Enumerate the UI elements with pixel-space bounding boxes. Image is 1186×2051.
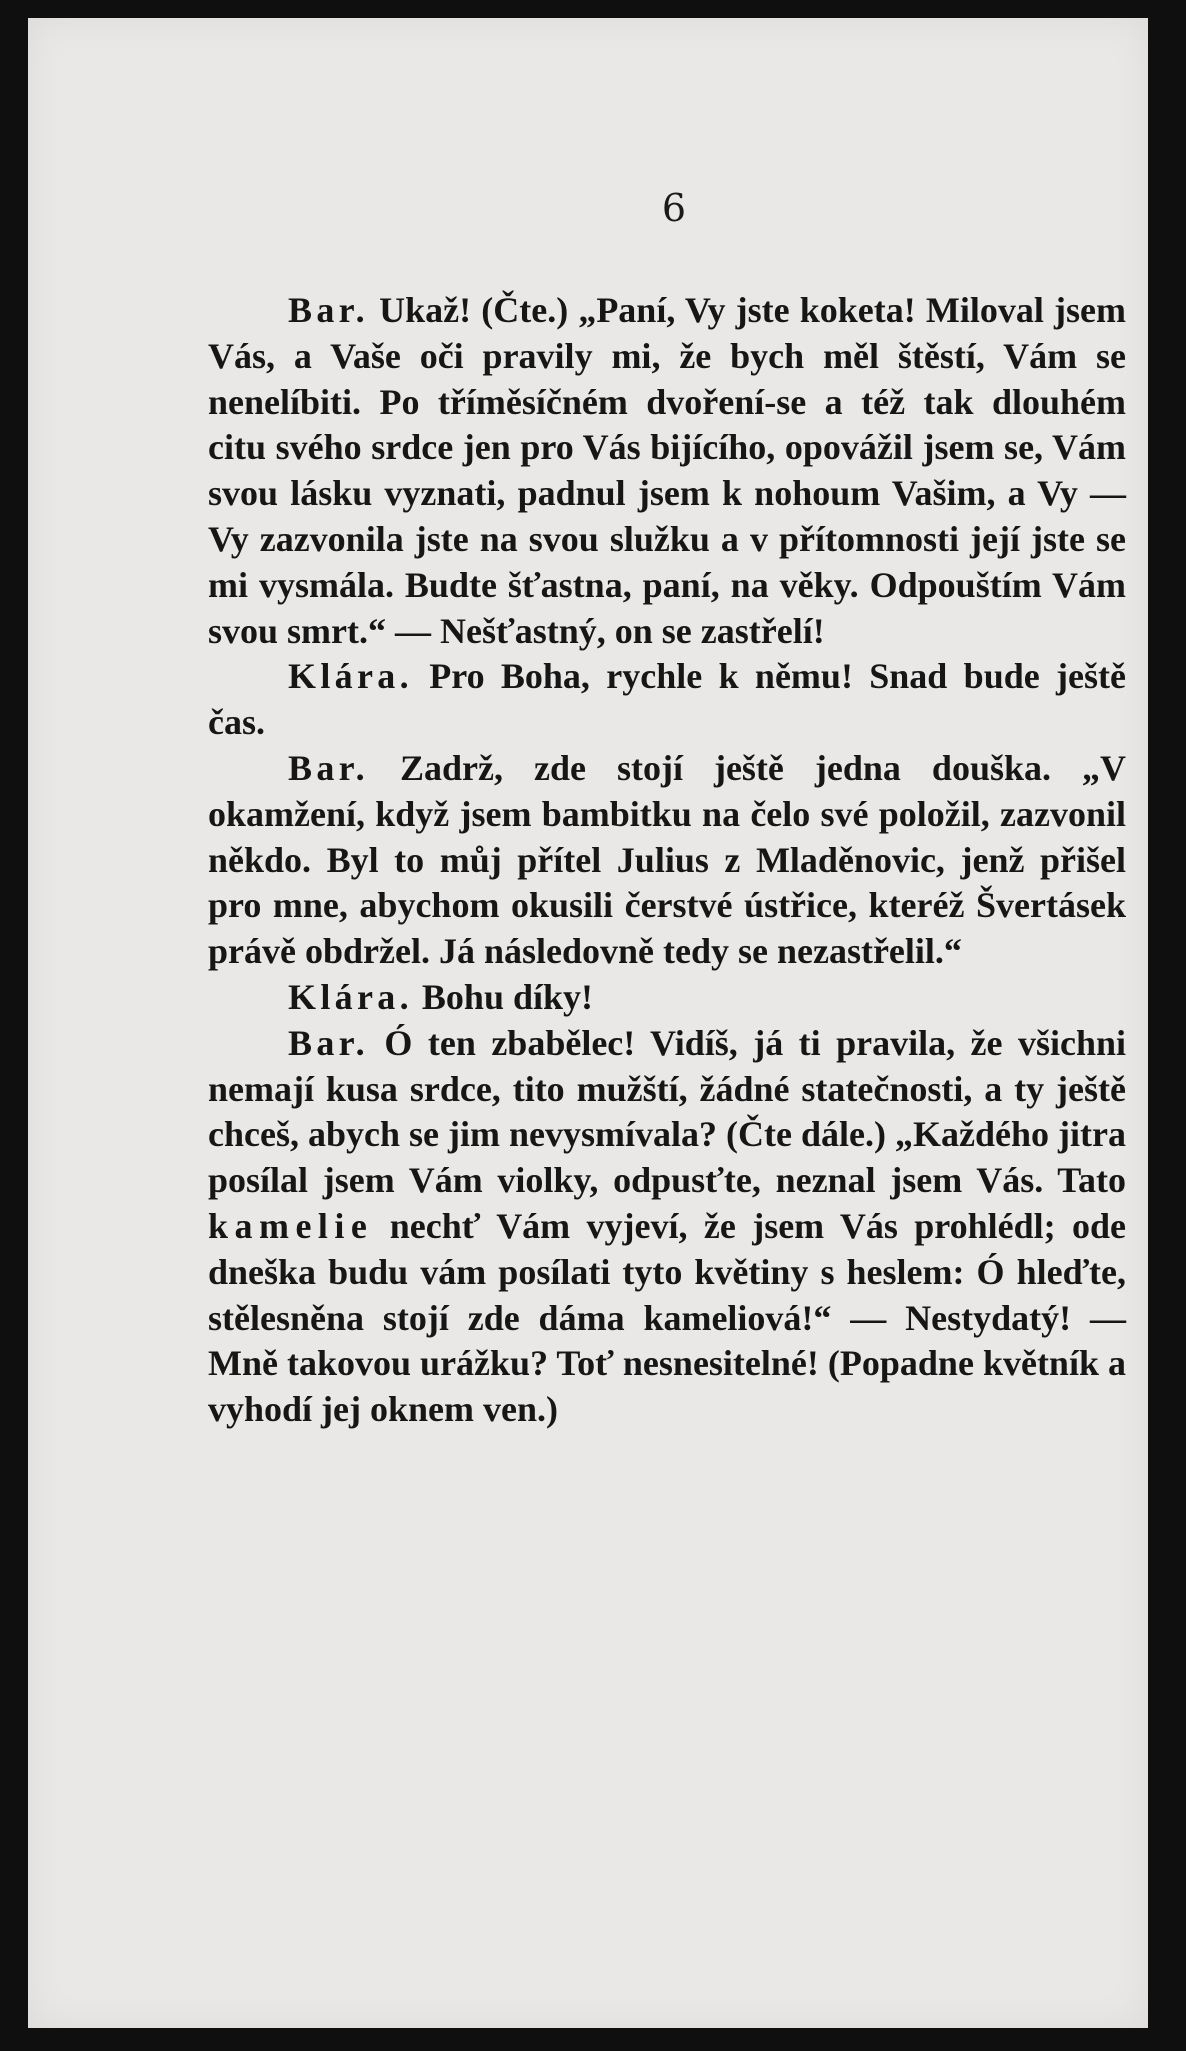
paragraph-1	[208, 288, 1126, 654]
book-page	[28, 18, 1148, 2028]
speaker-label: Bar.	[288, 1022, 369, 1063]
paragraph-4	[208, 975, 1126, 1021]
speaker-label: Klára.	[288, 656, 413, 697]
page-number: 6	[661, 186, 687, 230]
page-text	[208, 288, 1126, 1433]
speaker-label: Klára.	[288, 976, 413, 1017]
paragraph-text: nechť Vám vyjeví, že jsem Vás prohlédl; ode dneška budu vám posílati tyto květiny s heslem: Ó hleďte, stělesněna stojí zde dáma kameliová!“ — Nestydatý! — Mně takovou urážku? Toť nesnesitelné! (Popadne květník a vyhodí jej oknem ven.)	[208, 1205, 1126, 1430]
paragraph-text: Ó ten zbabělec! Vidíš, já ti pravila, že všichni nemají kusa srdce, tito mužští, žádné statečnosti, a ty ještě chceš, abych se jim nevysmívala? (Čte dále.) „Každého jitra posílal jsem Vám violky, odpusťte, neznal jsem Vás. Tato	[208, 1022, 1126, 1201]
paragraph-2	[208, 654, 1126, 746]
emphasized-word: kamelie	[208, 1205, 374, 1246]
paragraph-5	[208, 1021, 1126, 1433]
paragraph-text: Ukaž! (Čte.) „Paní, Vy jste koketa! Miloval jsem Vás, a Vaše oči pravily mi, že bych měl štěstí, Vám se nenelíbiti. Po tříměsíčném dvoření-se a též tak dlouhém citu svého srdce jen pro Vás bijícího, opovážil jsem se, Vám svou lásku vyznati, padnul jsem k nohoum Vašim, a Vy — Vy zazvonila jste na svou služku a v přítomnosti její jste se mi vysmála. Budte šťastna, paní, na věky. Odpouštím Vám svou smrt.“ — Nešťastný, on se zastřelí!	[208, 290, 1126, 651]
speaker-label: Bar.	[288, 290, 369, 330]
paragraph-text: Pro Boha, rychle k němu! Snad bude ještě čas.	[208, 656, 1126, 743]
paragraph-3	[208, 746, 1126, 975]
speaker-label: Bar.	[288, 747, 369, 788]
paragraph-text: Bohu díky!	[412, 976, 593, 1017]
paragraph-text: Zadrž, zde stojí ještě jedna douška. „V okamžení, když jsem bambitku na čelo své položil, zazvonil někdo. Byl to můj přítel Julius z Mladěnovic, jenž přišel pro mne, abychom okusili čerstvé ústřice, kteréž Švertásek právě obdržel. Já následovně tedy se nezastřelil.“	[208, 747, 1126, 972]
